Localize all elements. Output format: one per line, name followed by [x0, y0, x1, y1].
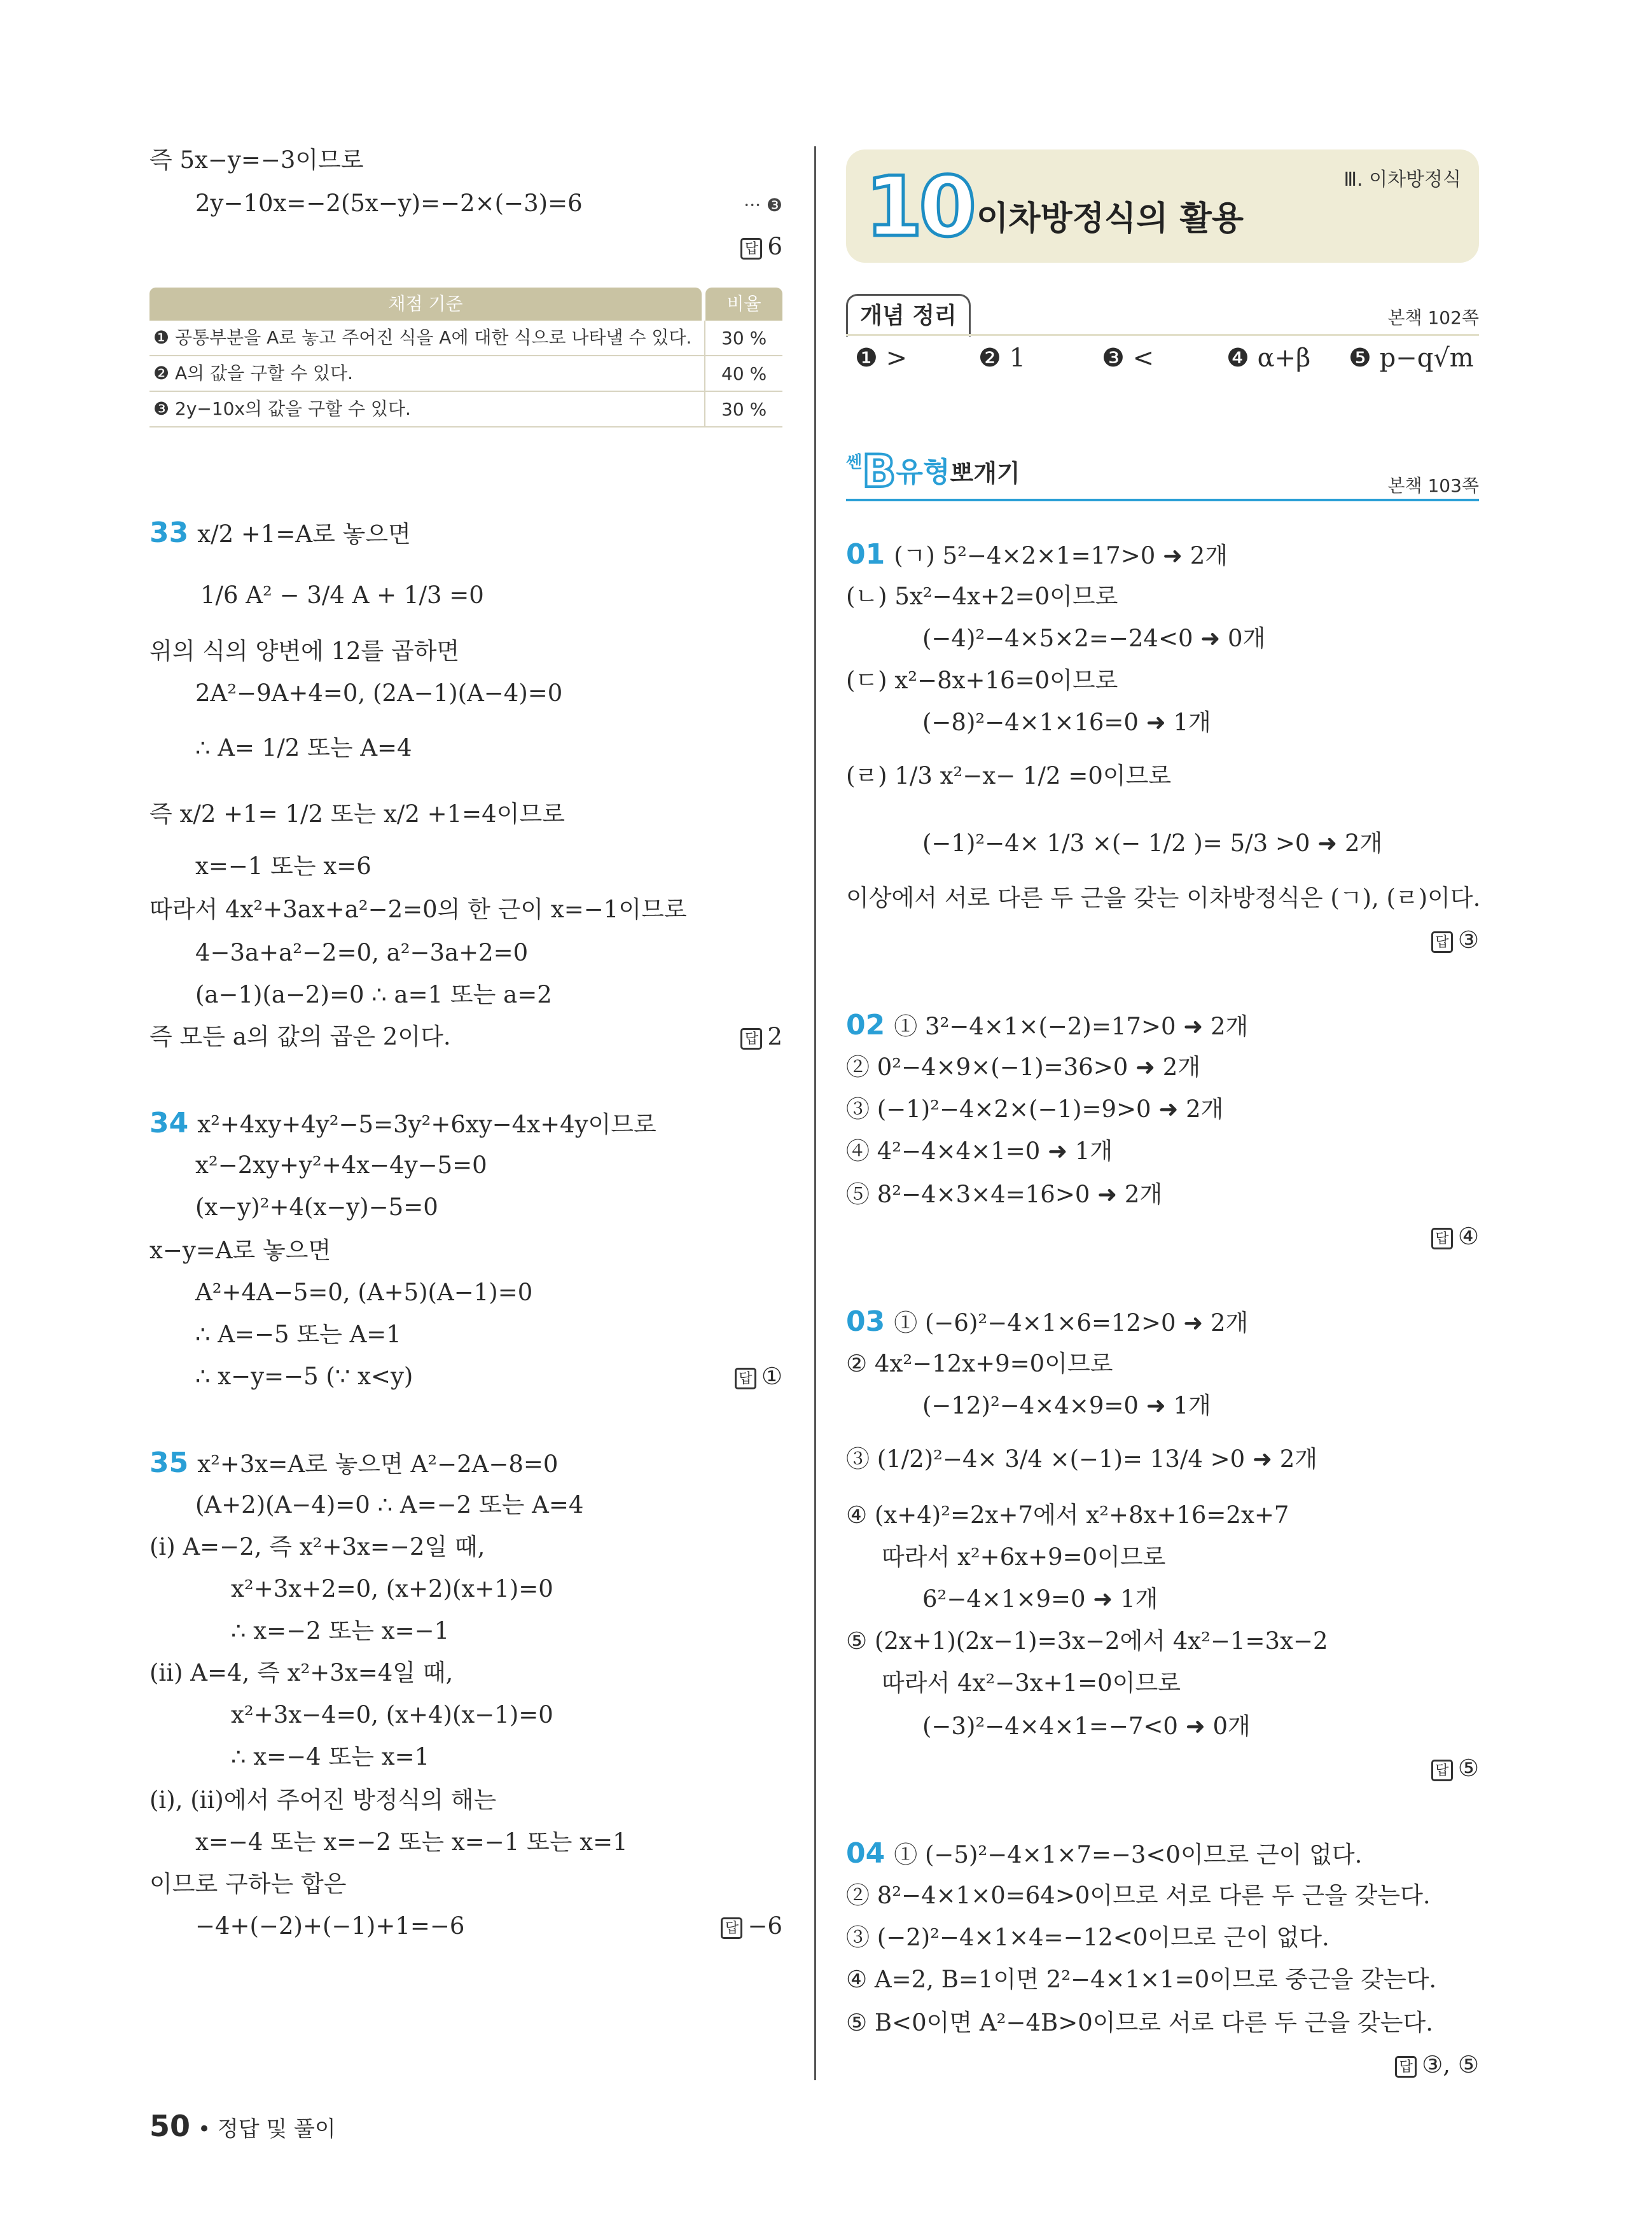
problem-33-line: 위의 식의 양변에 12를 곱하면 [149, 637, 460, 665]
problem-35-line: ∴ x=−4 또는 x=1 [231, 1743, 430, 1770]
problem-03-line: 03 ① (−6)²−4×1×6=12>0 ➜ 2개 [846, 1305, 1249, 1338]
type-page-ref: 본책 103쪽 [1387, 475, 1479, 496]
problem-35-line: (A+2)(A−4)=0 ∴ A=−2 또는 A=4 [195, 1491, 584, 1519]
rubric-ratio: 30 % [721, 398, 767, 420]
rubric-header-criteria: 채점 기준 [149, 288, 702, 321]
answer: 답 ⑤ [1431, 1753, 1479, 1784]
problem-02-line: 02 ① 3²−4×1×(−2)=17>0 ➜ 2개 [846, 1009, 1249, 1041]
problem-02-line: ④ 4²−4×4×1=0 ➜ 1개 [846, 1137, 1113, 1165]
step-marker: ··· ❸ [744, 195, 782, 216]
concept-answer: ❶ > [855, 344, 908, 373]
problem-33-line: 즉 모든 a의 값의 곱은 2이다. [149, 1023, 451, 1050]
rubric-row [149, 356, 782, 392]
problem-04-line: 04 ① (−5)²−4×1×7=−3<0이므로 근이 없다. [846, 1837, 1363, 1870]
problem-35-line: (ⅰ), (ⅱ)에서 주어진 방정식의 해는 [149, 1786, 497, 1814]
type-underline [846, 499, 1479, 501]
problem-number: 33 [149, 517, 189, 549]
problem-34-line: ∴ A=−5 또는 A=1 [195, 1321, 401, 1348]
rubric-row [149, 392, 782, 427]
problem-33-line: (a−1)(a−2)=0 ∴ a=1 또는 a=2 [195, 981, 552, 1008]
rubric-ratio: 40 % [721, 363, 767, 384]
intro-line: 2y−10x=−2(5x−y)=−2×(−3)=6 [195, 190, 583, 217]
answer-icon: 답 [740, 1028, 762, 1050]
rubric-header-ratio: 비율 [705, 288, 782, 321]
problem-03-line: (−12)²−4×4×9=0 ➜ 1개 [922, 1392, 1211, 1419]
problem-02-line: ② 0²−4×9×(−1)=36>0 ➜ 2개 [846, 1053, 1201, 1081]
answer-icon: 답 [1431, 931, 1453, 953]
intro-line: 즉 5x−y=−3이므로 [149, 146, 364, 174]
answer: 답 ④ [1431, 1221, 1479, 1252]
footer-label: • 정답 및 풀이 [198, 2116, 336, 2142]
answer: 답 ③ [1431, 925, 1479, 956]
problem-34-line: x²−2xy+y²+4x−4y−5=0 [195, 1151, 487, 1179]
answer: 답 6 [740, 232, 782, 262]
problem-33-line: 33 x/2 +1=A로 놓으면 [149, 517, 411, 549]
problem-03-line: 따라서 x²+6x+9=0이므로 [882, 1543, 1166, 1571]
answer-icon: 답 [740, 238, 762, 260]
problem-03-line: ④ (x+4)²=2x+7에서 x²+8x+16=2x+7 [846, 1501, 1289, 1529]
problem-34-line: ∴ x−y=−5 (∵ x<y) [195, 1363, 413, 1390]
column-divider [814, 146, 816, 2080]
rubric-criteria: ❷ A의 값을 구할 수 있다. [149, 356, 705, 391]
rubric-row [149, 321, 782, 356]
problem-35-line: 35 x²+3x=A로 놓으면 A²−2A−8=0 [149, 1447, 559, 1479]
problem-33-line: 즉 x/2 +1= 1/2 또는 x/2 +1=4이므로 [149, 800, 565, 828]
problem-01-line: 이상에서 서로 다른 두 근을 갖는 이차방정식은 (ㄱ), (ㄹ)이다. [846, 884, 1481, 912]
problem-33-line: 1/6 A² − 3/4 A + 1/3 =0 [200, 581, 484, 609]
answer: 답 −6 [721, 1911, 782, 1942]
problem-33-line: 따라서 4x²+3ax+a²−2=0의 한 근이 x=−1이므로 [149, 896, 687, 923]
grading-rubric-table [149, 288, 782, 427]
problem-01-line: (ㄴ) 5x²−4x+2=0이므로 [846, 583, 1118, 610]
type-prefix: 쎈 [846, 453, 863, 472]
problem-01-line: (ㄹ) 1/3 x²−x− 1/2 =0이므로 [846, 762, 1172, 789]
answer: 답 2 [740, 1022, 782, 1052]
problem-03-line: 6²−4×1×9=0 ➜ 1개 [922, 1585, 1158, 1613]
problem-number: 35 [149, 1447, 189, 1479]
chapter-number: 10 [865, 158, 973, 255]
problem-04-line: ② 8²−4×1×0=64>0이므로 서로 다른 두 근을 갖는다. [846, 1882, 1431, 1909]
problem-35-line: ∴ x=−2 또는 x=−1 [231, 1617, 450, 1644]
answer-icon: 답 [1431, 1228, 1453, 1249]
answer-icon: 답 [735, 1368, 756, 1389]
page-number: 50 [149, 2109, 191, 2143]
rubric-criteria: ❶ 공통부분을 A로 놓고 주어진 식을 A에 대한 식으로 나타낼 수 있다. [149, 321, 705, 355]
type-section-title [846, 445, 1020, 497]
chapter-title: 이차방정식의 활용 [976, 200, 1244, 238]
concept-answer: ❸ < [1102, 344, 1155, 373]
problem-35-line: (ⅱ) A=4, 즉 x²+3x=4일 때, [149, 1659, 454, 1686]
answer: 답 ③, ⑤ [1395, 2050, 1479, 2080]
problem-34-line: (x−y)²+4(x−y)−5=0 [195, 1193, 438, 1221]
problem-04-line: ③ (−2)²−4×1×4=−12<0이므로 근이 없다. [846, 1924, 1329, 1951]
concept-underline [846, 334, 1479, 336]
problem-03-line: 따라서 4x²−3x+1=0이므로 [882, 1669, 1181, 1697]
problem-35-line: x²+3x−4=0, (x+4)(x−1)=0 [231, 1701, 553, 1728]
problem-01-line: (−8)²−4×1×16=0 ➜ 1개 [922, 709, 1211, 736]
problem-number: 34 [149, 1107, 189, 1139]
problem-01-line: (−1)²−4× 1/3 ×(− 1/2 )= 5/3 >0 ➜ 2개 [922, 830, 1383, 857]
concept-answer: ❺ p−q√m [1349, 344, 1474, 373]
concept-answers [846, 344, 1479, 379]
problem-01-line: (ㄷ) x²−8x+16=0이므로 [846, 667, 1118, 694]
problem-03-line: (−3)²−4×4×1=−7<0 ➜ 0개 [922, 1713, 1251, 1740]
unit-label: Ⅲ. 이차방정식 [1343, 169, 1461, 191]
problem-02-line: ③ (−1)²−4×2×(−1)=9>0 ➜ 2개 [846, 1095, 1224, 1123]
type-word: 유형 [896, 456, 950, 489]
problem-35-line: 이므로 구하는 합은 [149, 1870, 347, 1898]
problem-03-line: ③ (1/2)²−4× 3/4 ×(−1)= 13/4 >0 ➜ 2개 [846, 1445, 1318, 1473]
problem-35-line: −4+(−2)+(−1)+1=−6 [195, 1912, 465, 1940]
problem-number: 03 [846, 1305, 885, 1338]
problem-01-line: (−4)²−4×5×2=−24<0 ➜ 0개 [922, 625, 1266, 652]
chapter-header [846, 149, 1479, 263]
problem-02-line: ⑤ 8²−4×3×4=16>0 ➜ 2개 [846, 1181, 1163, 1208]
rubric-header [149, 288, 782, 321]
problem-03-line: ② 4x²−12x+9=0이므로 [846, 1350, 1113, 1377]
problem-33-line: 4−3a+a²−2=0, a²−3a+2=0 [195, 939, 529, 966]
concept-summary-tab: 개념 정리 [846, 294, 971, 337]
problem-33-line: x=−1 또는 x=6 [195, 852, 371, 880]
problem-33-line: 2A²−9A+4=0, (2A−1)(A−4)=0 [195, 679, 563, 707]
problem-number: 01 [846, 538, 885, 571]
problem-number: 04 [846, 1837, 885, 1870]
problem-01-line: 01 (ㄱ) 5²−4×2×1=17>0 ➜ 2개 [846, 538, 1228, 571]
problem-34-line: A²+4A−5=0, (A+5)(A−1)=0 [195, 1279, 533, 1306]
answer-icon: 답 [1431, 1760, 1453, 1781]
rubric-ratio: 30 % [721, 327, 767, 349]
problem-34-line: 34 x²+4xy+4y²−5=3y²+6xy−4x+4y이므로 [149, 1107, 656, 1139]
problem-35-line: x=−4 또는 x=−2 또는 x=−1 또는 x=1 [195, 1828, 628, 1856]
problem-35-line: (ⅰ) A=−2, 즉 x²+3x=−2일 때, [149, 1533, 485, 1560]
problem-34-line: x−y=A로 놓으면 [149, 1237, 331, 1264]
concept-answer: ❹ α+β [1226, 344, 1311, 373]
type-suffix: 뽀개기 [950, 459, 1020, 487]
page-footer [149, 2109, 336, 2143]
problem-03-line: ⑤ (2x+1)(2x−1)=3x−2에서 4x²−1=3x−2 [846, 1627, 1328, 1655]
type-letter-logo: B [862, 445, 896, 497]
concept-answer: ❷ 1 [978, 344, 1026, 373]
rubric-criteria: ❸ 2y−10x의 값을 구할 수 있다. [149, 392, 705, 426]
concept-page-ref: 본책 102쪽 [1387, 307, 1479, 328]
answer-icon: 답 [721, 1917, 742, 1939]
problem-04-line: ④ A=2, B=1이면 2²−4×1×1=0이므로 중근을 갖는다. [846, 1966, 1437, 1993]
answer: 답 ① [735, 1361, 782, 1392]
problem-04-line: ⑤ B<0이면 A²−4B>0이므로 서로 다른 두 근을 갖는다. [846, 2009, 1433, 2036]
answer-icon: 답 [1395, 2056, 1417, 2078]
problem-35-line: x²+3x+2=0, (x+2)(x+1)=0 [231, 1575, 553, 1602]
problem-33-line: ∴ A= 1/2 또는 A=4 [195, 734, 412, 761]
problem-number: 02 [846, 1009, 885, 1041]
